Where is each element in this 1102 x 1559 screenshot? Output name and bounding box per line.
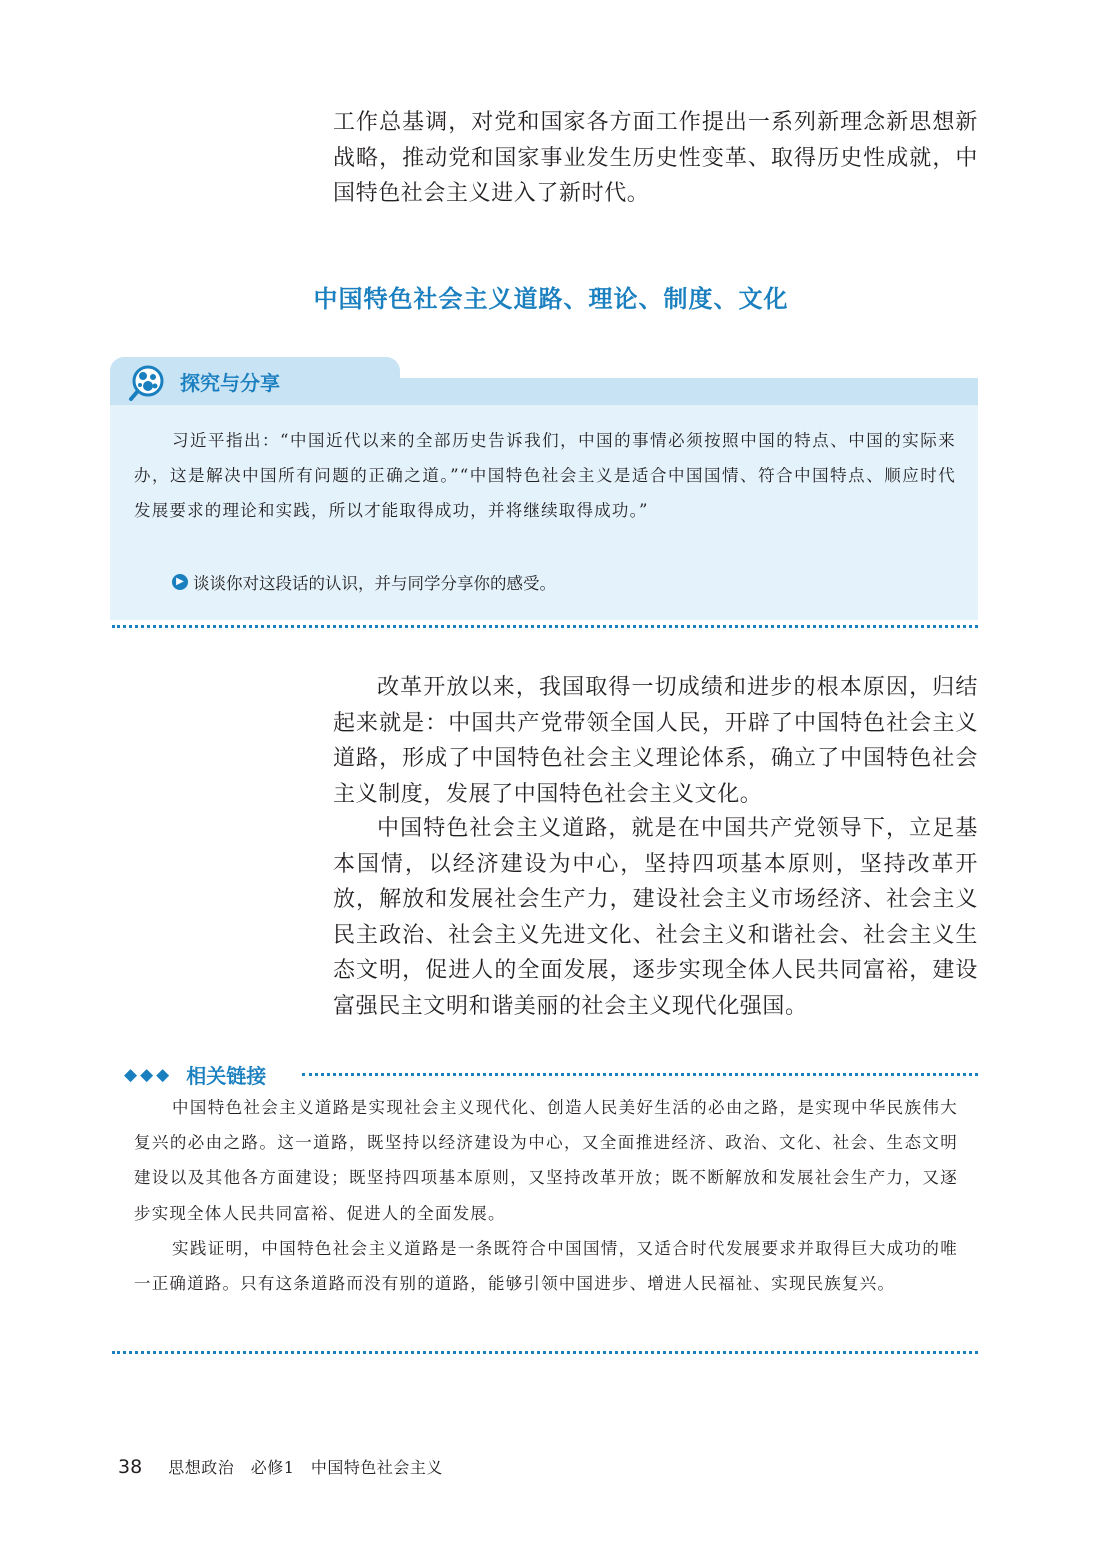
page-footer — [118, 1455, 443, 1478]
related-links-title: 相关链接 — [186, 1064, 267, 1088]
divider — [112, 1351, 978, 1354]
intro-paragraph: 工作总基调，对党和国家各方面工作提出一系列新理念新思想新战略，推动党和国家事业发生历史性变革、取得历史性成就，中国特色社会主义进入了新时代。 — [333, 110, 978, 206]
related-links-header — [124, 1060, 266, 1089]
explore-quote: 习近平指出：“中国近代以来的全部历史告诉我们，中国的事情必须按照中国的特点、中国的实际来办，这是解决中国所有问题的正确之道。”“中国特色社会主义是适合中国国情、符合中国特点、顺应时代发展要求的理论和实践，所以才能取得成功，并将继续取得成功。” — [134, 431, 956, 520]
explore-prompt — [172, 570, 556, 594]
related-links-paragraph: 实践证明，中国特色社会主义道路是一条既符合中国国情，又适合时代发展要求并取得巨大成功的唯一正确道路。只有这条道路而没有别的道路，能够引领中国进步、增进人民福祉、实现民族复兴。 — [134, 1239, 958, 1294]
diamond-icon: ◆◆◆ — [124, 1064, 173, 1085]
body-paragraph: 改革开放以来，我国取得一切成绩和进步的根本原因，归结起来就是：中国共产党带领全国人民，开辟了中国特色社会主义道路，形成了中国特色社会主义理论体系，确立了中国特色社会主义制度，发展了中国特色社会主义文化。 — [333, 675, 978, 807]
related-links-paragraph: 中国特色社会主义道路是实现社会主义现代化、创造人民美好生活的必由之路，是实现中华民族伟大复兴的必由之路。这一道路，既坚持以经济建设为中心，又全面推进经济、政治、文化、社会、生态文明建设以及其他各方面建设；既坚持四项基本原则，又坚持改革开放；既不断解放和发展社会生产力，又逐步实现全体人民共同富裕、促进人的全面发展。 — [134, 1098, 958, 1223]
page-number: 38 — [118, 1456, 143, 1478]
divider — [302, 1073, 978, 1076]
magnifier-globe-icon — [128, 364, 166, 402]
section-title: 中国特色社会主义道路、理论、制度、文化 — [313, 285, 789, 313]
body-paragraph: 中国特色社会主义道路，就是在中国共产党领导下，立足基本国情，以经济建设为中心，坚持四项基本原则，坚持改革开放，解放和发展社会生产力，建设社会主义市场经济、社会主义民主政治、社会主义先进文化、社会主义和谐社会、社会主义生态文明，促进人的全面发展，逐步实现全体人民共同富裕，建设富强民主文明和谐美丽的社会主义现代化强国。 — [333, 816, 978, 1019]
book-info: 思想政治 必修1 中国特色社会主义 — [168, 1458, 443, 1477]
arrow-right-icon: ▶ — [172, 574, 188, 590]
explore-title: 探究与分享 — [180, 371, 280, 395]
explore-prompt-text: 谈谈你对这段话的认识，并与同学分享你的感受。 — [193, 574, 556, 593]
divider — [112, 625, 978, 628]
